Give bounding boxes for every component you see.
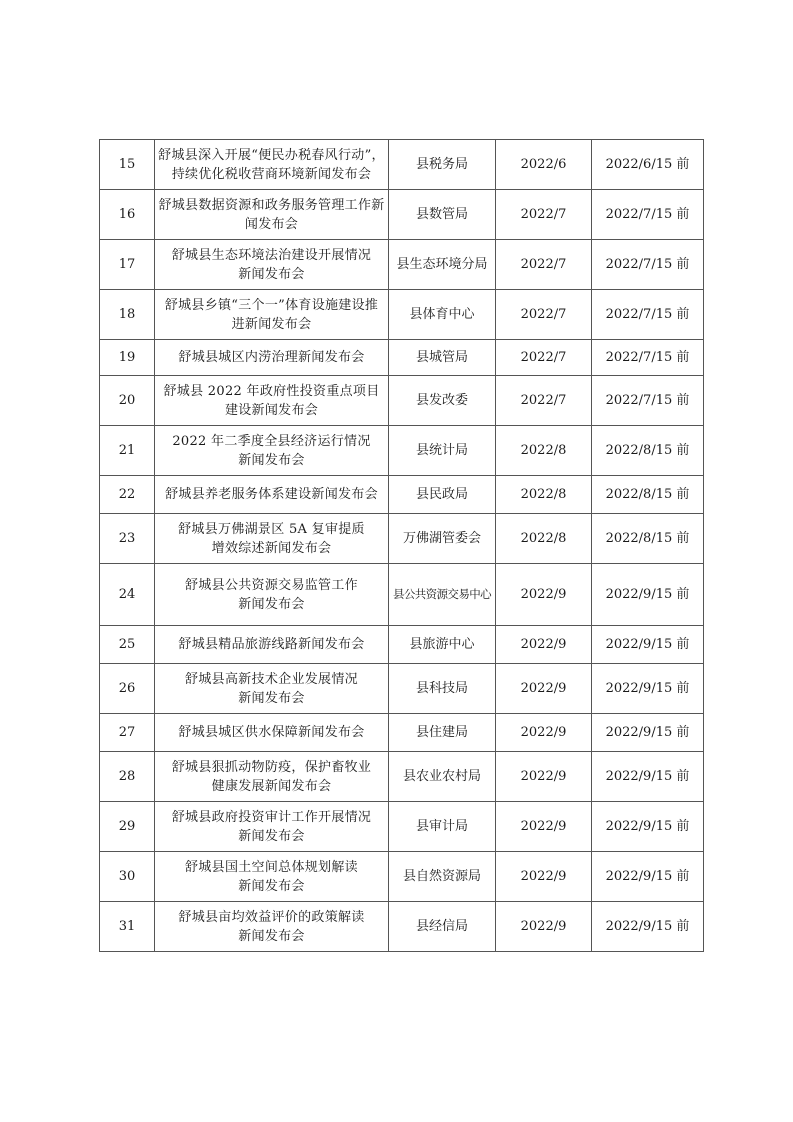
table-row bbox=[100, 140, 704, 190]
responsible-department: 县统计局 bbox=[389, 426, 496, 476]
scheduled-month: 2022/9 bbox=[496, 564, 592, 626]
responsible-department: 县生态环境分局 bbox=[389, 240, 496, 290]
conference-title bbox=[155, 852, 389, 902]
conference-title-line: 持续优化税收营商环境新闻发布会 bbox=[171, 166, 372, 182]
scheduled-month: 2022/9 bbox=[496, 802, 592, 852]
row-number: 20 bbox=[100, 376, 155, 426]
conference-title bbox=[155, 664, 389, 714]
scheduled-month: 2022/9 bbox=[496, 714, 592, 752]
conference-title bbox=[155, 626, 389, 664]
conference-title-line: 新闻发布会 bbox=[238, 878, 305, 894]
conference-title bbox=[155, 426, 389, 476]
scheduled-month: 2022/7 bbox=[496, 340, 592, 376]
conference-title bbox=[155, 376, 389, 426]
responsible-department: 县发改委 bbox=[389, 376, 496, 426]
scheduled-month: 2022/8 bbox=[496, 476, 592, 514]
row-number: 19 bbox=[100, 340, 155, 376]
table-row bbox=[100, 664, 704, 714]
row-number: 22 bbox=[100, 476, 155, 514]
table-row bbox=[100, 752, 704, 802]
responsible-department: 县科技局 bbox=[389, 664, 496, 714]
deadline: 2022/9/15 前 bbox=[592, 752, 704, 802]
deadline: 2022/6/15 前 bbox=[592, 140, 704, 190]
deadline: 2022/9/15 前 bbox=[592, 626, 704, 664]
conference-title-line: 新闻发布会 bbox=[238, 266, 305, 282]
conference-title-line: 舒城县城区供水保障新闻发布会 bbox=[178, 725, 365, 740]
conference-title-line: 增效综述新闻发布会 bbox=[211, 540, 332, 556]
conference-title-line: 舒城县精品旅游线路新闻发布会 bbox=[178, 637, 365, 652]
table-row bbox=[100, 476, 704, 514]
conference-title-line: 舒城县亩均效益评价的政策解读 bbox=[178, 909, 365, 925]
scheduled-month: 2022/7 bbox=[496, 190, 592, 240]
table-row bbox=[100, 802, 704, 852]
conference-title-line: 舒城县国土空间总体规划解读 bbox=[185, 859, 358, 875]
row-number: 15 bbox=[100, 140, 155, 190]
deadline: 2022/9/15 前 bbox=[592, 564, 704, 626]
scheduled-month: 2022/9 bbox=[496, 852, 592, 902]
scheduled-month: 2022/9 bbox=[496, 626, 592, 664]
row-number: 26 bbox=[100, 664, 155, 714]
conference-title-line: 舒城县生态环境法治建设开展情况 bbox=[171, 247, 372, 263]
row-number: 24 bbox=[100, 564, 155, 626]
scheduled-month: 2022/7 bbox=[496, 240, 592, 290]
scheduled-month: 2022/9 bbox=[496, 664, 592, 714]
row-number: 21 bbox=[100, 426, 155, 476]
deadline: 2022/8/15 前 bbox=[592, 514, 704, 564]
row-number: 23 bbox=[100, 514, 155, 564]
conference-title bbox=[155, 714, 389, 752]
row-number: 28 bbox=[100, 752, 155, 802]
conference-title-line: 舒城县 2022 年政府性投资重点项目 bbox=[163, 383, 380, 399]
deadline: 2022/8/15 前 bbox=[592, 426, 704, 476]
conference-title bbox=[155, 752, 389, 802]
conference-title-line: 舒城县狠抓动物防疫，保护畜牧业 bbox=[171, 759, 372, 775]
conference-title bbox=[155, 340, 389, 376]
conference-title-line: 新闻发布会 bbox=[238, 928, 305, 944]
conference-title-line: 舒城县公共资源交易监管工作 bbox=[185, 577, 358, 593]
responsible-department: 县旅游中心 bbox=[389, 626, 496, 664]
row-number: 30 bbox=[100, 852, 155, 902]
table-row bbox=[100, 902, 704, 952]
conference-title-line: 新闻发布会 bbox=[238, 596, 305, 612]
row-number: 25 bbox=[100, 626, 155, 664]
conference-title bbox=[155, 240, 389, 290]
deadline: 2022/9/15 前 bbox=[592, 902, 704, 952]
conference-title-line: 舒城县政府投资审计工作开展情况 bbox=[171, 809, 372, 825]
responsible-department: 万佛湖管委会 bbox=[389, 514, 496, 564]
conference-title-line: 舒城县城区内涝治理新闻发布会 bbox=[178, 350, 365, 365]
conference-title-line: 新闻发布会 bbox=[238, 828, 305, 844]
row-number: 17 bbox=[100, 240, 155, 290]
row-number: 27 bbox=[100, 714, 155, 752]
conference-title-line: 舒城县万佛湖景区 5A 复审提质 bbox=[178, 521, 365, 537]
deadline: 2022/7/15 前 bbox=[592, 290, 704, 340]
responsible-department: 县城管局 bbox=[389, 340, 496, 376]
scheduled-month: 2022/9 bbox=[496, 902, 592, 952]
conference-title bbox=[155, 140, 389, 190]
table-row bbox=[100, 376, 704, 426]
conference-title-line: 舒城县高新技术企业发展情况 bbox=[185, 671, 358, 687]
deadline: 2022/9/15 前 bbox=[592, 802, 704, 852]
scheduled-month: 2022/7 bbox=[496, 290, 592, 340]
responsible-department: 县经信局 bbox=[389, 902, 496, 952]
deadline: 2022/8/15 前 bbox=[592, 476, 704, 514]
press-conference-schedule-table bbox=[99, 139, 704, 952]
row-number: 29 bbox=[100, 802, 155, 852]
deadline: 2022/9/15 前 bbox=[592, 852, 704, 902]
deadline: 2022/9/15 前 bbox=[592, 664, 704, 714]
conference-title bbox=[155, 514, 389, 564]
table-row bbox=[100, 426, 704, 476]
conference-title-line: 舒城县数据资源和政务服务管理工作新 bbox=[158, 197, 385, 213]
table-row bbox=[100, 852, 704, 902]
table-row bbox=[100, 564, 704, 626]
responsible-department: 县自然资源局 bbox=[389, 852, 496, 902]
deadline: 2022/7/15 前 bbox=[592, 376, 704, 426]
responsible-department: 县住建局 bbox=[389, 714, 496, 752]
responsible-department: 县税务局 bbox=[389, 140, 496, 190]
conference-title bbox=[155, 190, 389, 240]
row-number: 18 bbox=[100, 290, 155, 340]
table-row bbox=[100, 340, 704, 376]
table-body bbox=[100, 140, 704, 952]
table-row bbox=[100, 714, 704, 752]
responsible-department: 县公共资源交易中心 bbox=[389, 564, 496, 626]
conference-title-line: 舒城县乡镇“三个一”体育设施建设推 bbox=[164, 297, 379, 313]
conference-title bbox=[155, 476, 389, 514]
conference-title-line: 闻发布会 bbox=[244, 216, 299, 232]
conference-title-line: 舒城县深入开展“便民办税春风行动”， bbox=[158, 147, 385, 163]
conference-title bbox=[155, 902, 389, 952]
scheduled-month: 2022/9 bbox=[496, 752, 592, 802]
conference-title-line: 健康发展新闻发布会 bbox=[211, 778, 332, 794]
conference-title bbox=[155, 290, 389, 340]
scheduled-month: 2022/8 bbox=[496, 514, 592, 564]
conference-title-line: 新闻发布会 bbox=[238, 452, 305, 468]
conference-title-line: 2022 年二季度全县经济运行情况 bbox=[172, 433, 371, 449]
table-row bbox=[100, 290, 704, 340]
scheduled-month: 2022/6 bbox=[496, 140, 592, 190]
conference-title bbox=[155, 802, 389, 852]
responsible-department: 县农业农村局 bbox=[389, 752, 496, 802]
conference-title-line: 舒城县养老服务体系建设新闻发布会 bbox=[165, 487, 378, 502]
deadline: 2022/7/15 前 bbox=[592, 340, 704, 376]
scheduled-month: 2022/7 bbox=[496, 376, 592, 426]
responsible-department: 县审计局 bbox=[389, 802, 496, 852]
conference-title bbox=[155, 564, 389, 626]
table-row bbox=[100, 190, 704, 240]
row-number: 31 bbox=[100, 902, 155, 952]
responsible-department: 县民政局 bbox=[389, 476, 496, 514]
deadline: 2022/7/15 前 bbox=[592, 240, 704, 290]
scheduled-month: 2022/8 bbox=[496, 426, 592, 476]
table-row bbox=[100, 514, 704, 564]
responsible-department: 县数管局 bbox=[389, 190, 496, 240]
conference-title-line: 进新闻发布会 bbox=[231, 316, 312, 332]
deadline: 2022/7/15 前 bbox=[592, 190, 704, 240]
table-row bbox=[100, 626, 704, 664]
row-number: 16 bbox=[100, 190, 155, 240]
responsible-department: 县体育中心 bbox=[389, 290, 496, 340]
conference-title-line: 建设新闻发布会 bbox=[224, 402, 319, 418]
conference-title-line: 新闻发布会 bbox=[238, 690, 305, 706]
table-row bbox=[100, 240, 704, 290]
deadline: 2022/9/15 前 bbox=[592, 714, 704, 752]
